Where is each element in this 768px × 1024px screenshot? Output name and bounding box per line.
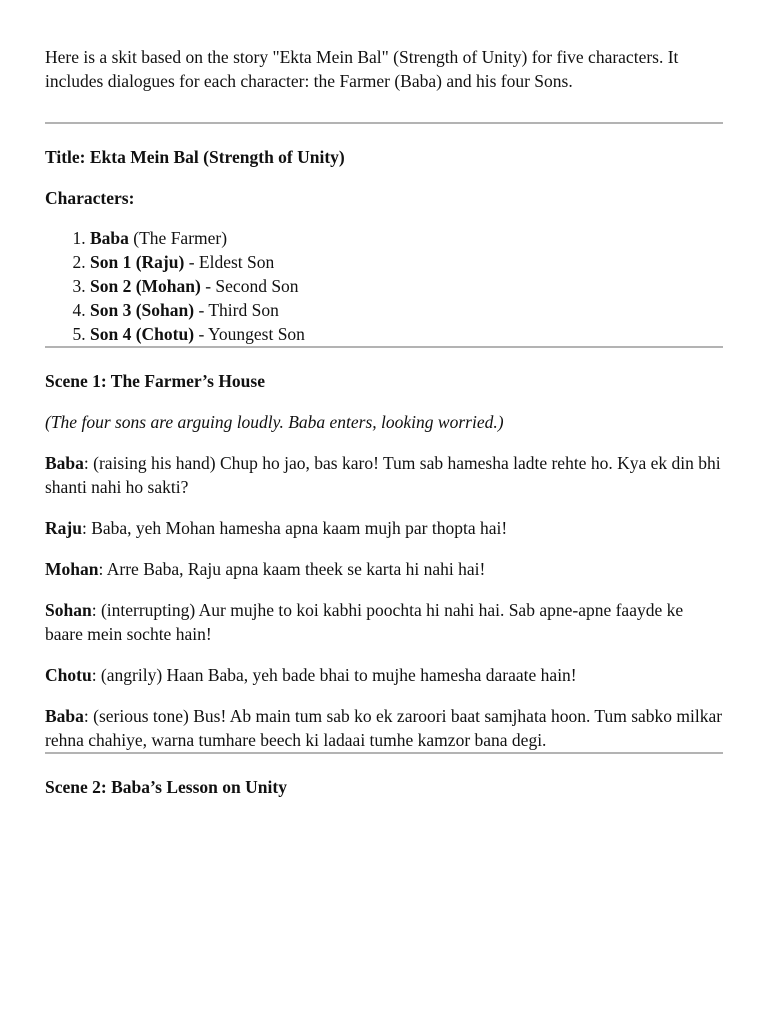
character-name: Baba bbox=[90, 228, 129, 248]
dialogue-line bbox=[45, 516, 723, 540]
dialogue-line bbox=[45, 451, 723, 499]
divider bbox=[45, 752, 723, 754]
character-name: Son 4 (Chotu) bbox=[90, 324, 195, 344]
dialogue-text: : (interrupting) Aur mujhe to koi kabhi poochta hi nahi hai. Sab apne-apne faayde ke baare mein sochte hain! bbox=[45, 600, 684, 644]
character-item bbox=[90, 226, 723, 250]
character-name: Son 1 (Raju) bbox=[90, 252, 185, 272]
dialogue-line bbox=[45, 598, 723, 646]
character-item bbox=[90, 322, 723, 346]
character-item bbox=[90, 274, 723, 298]
characters-heading: Characters: bbox=[45, 188, 135, 208]
stage-direction: (The four sons are arguing loudly. Baba enters, looking worried.) bbox=[45, 412, 504, 432]
dialogue-text: : (angrily) Haan Baba, yeh bade bhai to mujhe hamesha daraate hain! bbox=[91, 665, 577, 685]
divider bbox=[45, 346, 723, 348]
speaker-name: Baba bbox=[45, 706, 84, 726]
character-name: Son 2 (Mohan) bbox=[90, 276, 201, 296]
character-desc: - Third Son bbox=[194, 300, 279, 320]
character-name: Son 3 (Sohan) bbox=[90, 300, 195, 320]
dialogue-text: : Baba, yeh Mohan hamesha apna kaam mujh par thopta hai! bbox=[81, 518, 508, 538]
dialogue-text: : (serious tone) Bus! Ab main tum sab ko ek zaroori baat samjhata hoon. Tum sabko milkar rehna chahiye, warna tumhare beech ki ladaai tumhe kamzor bana degi. bbox=[45, 706, 723, 750]
intro-paragraph: Here is a skit based on the story "Ekta Mein Bal" (Strength of Unity) for five characters. It includes dialogues for each character: the Farmer (Baba) and his four Sons. bbox=[45, 47, 679, 91]
character-desc: - Second Son bbox=[200, 276, 299, 296]
dialogue-line bbox=[45, 663, 723, 687]
speaker-name: Sohan bbox=[45, 600, 92, 620]
document-page bbox=[45, 45, 723, 799]
speaker-name: Baba bbox=[45, 453, 84, 473]
divider bbox=[45, 122, 723, 124]
speaker-name: Raju bbox=[45, 518, 82, 538]
dialogue-line bbox=[45, 557, 723, 581]
scene-1-heading: Scene 1: The Farmer’s House bbox=[45, 371, 265, 391]
scene-2-heading: Scene 2: Baba’s Lesson on Unity bbox=[45, 777, 287, 797]
dialogue-line bbox=[45, 704, 723, 752]
character-item bbox=[90, 250, 723, 274]
character-desc: - Eldest Son bbox=[184, 252, 275, 272]
characters-list bbox=[45, 226, 723, 346]
dialogue-text: : (raising his hand) Chup ho jao, bas karo! Tum sab hamesha ladte rehte ho. Kya ek din bhi shanti nahi ho sakti? bbox=[45, 453, 721, 497]
character-desc: - Youngest Son bbox=[194, 324, 305, 344]
character-item bbox=[90, 298, 723, 322]
speaker-name: Chotu bbox=[45, 665, 92, 685]
dialogue-text: : Arre Baba, Raju apna kaam theek se karta hi nahi hai! bbox=[98, 559, 486, 579]
speaker-name: Mohan bbox=[45, 559, 99, 579]
character-desc: (The Farmer) bbox=[128, 228, 228, 248]
skit-title: Title: Ekta Mein Bal (Strength of Unity) bbox=[45, 147, 345, 167]
